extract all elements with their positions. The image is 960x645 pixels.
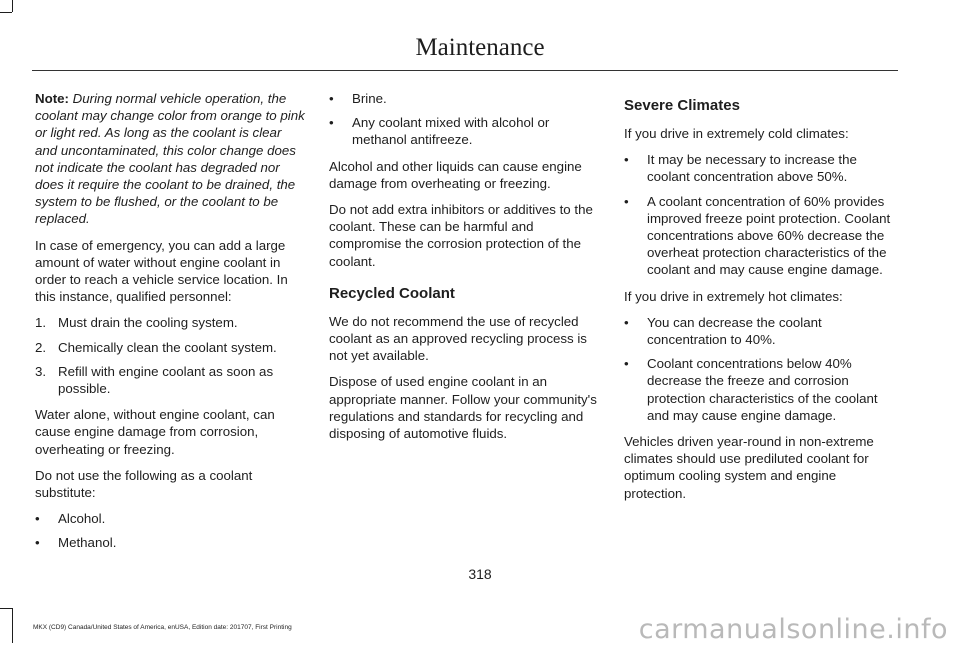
list-item xyxy=(329,90,601,107)
list-item xyxy=(624,193,896,279)
crop-mark-top-left-h xyxy=(0,12,12,13)
emergency-paragraph: In case of emergency, you can add a large amount of water without engine coolant in order to reach a vehicle service location. In this instance, qualified personnel: xyxy=(35,237,288,305)
substitute-intro: Do not use the following as a coolant substitute: xyxy=(35,467,253,501)
steps-list xyxy=(35,314,307,397)
page-title: Maintenance xyxy=(415,34,545,61)
cold-intro: If you drive in extremely cold climates: xyxy=(624,126,849,141)
disposal-paragraph: Dispose of used engine coolant in an appropriate manner. Follow your community's regulations and standards for recycling and disposing of automotive fluids. xyxy=(329,374,597,442)
bullet-text: Coolant concentrations below 40% decrease the freeze and corrosion protection characteristics of the coolant and may cause engine damage. xyxy=(647,356,878,423)
bullet-icon: • xyxy=(624,193,629,209)
bullet-text: Brine. xyxy=(352,91,387,106)
watermark: carmanualsonline.info xyxy=(638,614,948,645)
bullet-icon: • xyxy=(329,115,334,131)
list-item xyxy=(35,339,307,356)
cold-list xyxy=(624,151,896,278)
column-2 xyxy=(329,90,601,451)
bullet-text: Any coolant mixed with alcohol or methanol antifreeze. xyxy=(352,115,550,148)
column-1 xyxy=(35,90,307,561)
step-number: 2. xyxy=(35,339,47,355)
column-3 xyxy=(624,90,896,511)
list-item xyxy=(35,314,307,331)
header-rule xyxy=(32,70,898,71)
water-warning-paragraph: Water alone, without engine coolant, can cause engine damage from corrosion, overheating or freezing. xyxy=(35,407,275,457)
bullet-icon: • xyxy=(624,356,629,372)
bullet-icon: • xyxy=(35,535,40,551)
bullet-icon: • xyxy=(624,152,629,168)
hot-intro: If you drive in extremely hot climates: xyxy=(624,288,843,304)
list-item xyxy=(35,510,307,527)
bullet-text: Methanol. xyxy=(58,535,117,551)
note-label: Note: xyxy=(35,91,69,106)
step-number: 1. xyxy=(35,315,47,331)
substitute-list xyxy=(35,510,307,551)
note-paragraph xyxy=(35,90,307,228)
liquids-paragraph: Alcohol and other liquids can cause engine damage from overheating or freezing. xyxy=(329,158,582,191)
step-text: Refill with engine coolant as soon as possible. xyxy=(58,363,274,397)
list-item xyxy=(624,314,896,348)
page-number: 318 xyxy=(468,566,492,582)
list-item xyxy=(35,534,307,551)
bullet-text: It may be necessary to increase the coolant concentration above 50%. xyxy=(647,152,857,185)
list-item xyxy=(624,355,896,424)
bullet-icon: • xyxy=(35,511,40,527)
recycled-paragraph: We do not recommend the use of recycled coolant as an approved recycling process is not yet available. xyxy=(329,313,587,364)
bullet-icon: • xyxy=(329,91,334,106)
bullet-text: You can decrease the coolant concentration to 40%. xyxy=(647,314,822,348)
edition-footer: MKX (CD9) Canada/United States of America, enUSA, Edition date: 201707, First Printing xyxy=(33,624,292,631)
bullet-text: A coolant concentration of 60% provides improved freeze point protection. Coolant concentrations above 60% decrease the overheat protection characteristics of the coolant and may cause engine damage. xyxy=(647,193,891,278)
crop-mark-bottom-left-v xyxy=(12,608,13,643)
bullet-text: Alcohol. xyxy=(58,511,106,527)
step-text: Must drain the cooling system. xyxy=(58,315,238,331)
closing-paragraph: Vehicles driven year-round in non-extreme climates should use prediluted coolant for optimum cooling system and engine protection. xyxy=(624,434,874,501)
list-item xyxy=(35,363,307,397)
section-heading-severe-climates: Severe Climates xyxy=(624,97,740,114)
crop-mark-bottom-left-h xyxy=(0,608,12,609)
step-number: 3. xyxy=(35,363,47,379)
crop-mark-top-left-v xyxy=(12,0,13,12)
additives-paragraph: Do not add extra inhibitors or additives to the coolant. These can be harmful and compromise the corrosion protection of the coolant. xyxy=(329,202,593,269)
list-item xyxy=(624,151,896,185)
step-text: Chemically clean the coolant system. xyxy=(58,339,277,355)
note-text: During normal vehicle operation, the coolant may change color from orange to pink or light red. As long as the coolant is clear and uncontaminated, this color change does not indicate the coolant has degraded nor does it require the coolant to be drained, the system to be flushed, or the coolant to be replaced. xyxy=(35,91,305,227)
section-heading-recycled-coolant: Recycled Coolant xyxy=(329,284,455,302)
substitute-list-continued xyxy=(329,90,601,149)
hot-list xyxy=(624,314,896,424)
bullet-icon: • xyxy=(624,314,629,330)
list-item xyxy=(329,114,601,148)
